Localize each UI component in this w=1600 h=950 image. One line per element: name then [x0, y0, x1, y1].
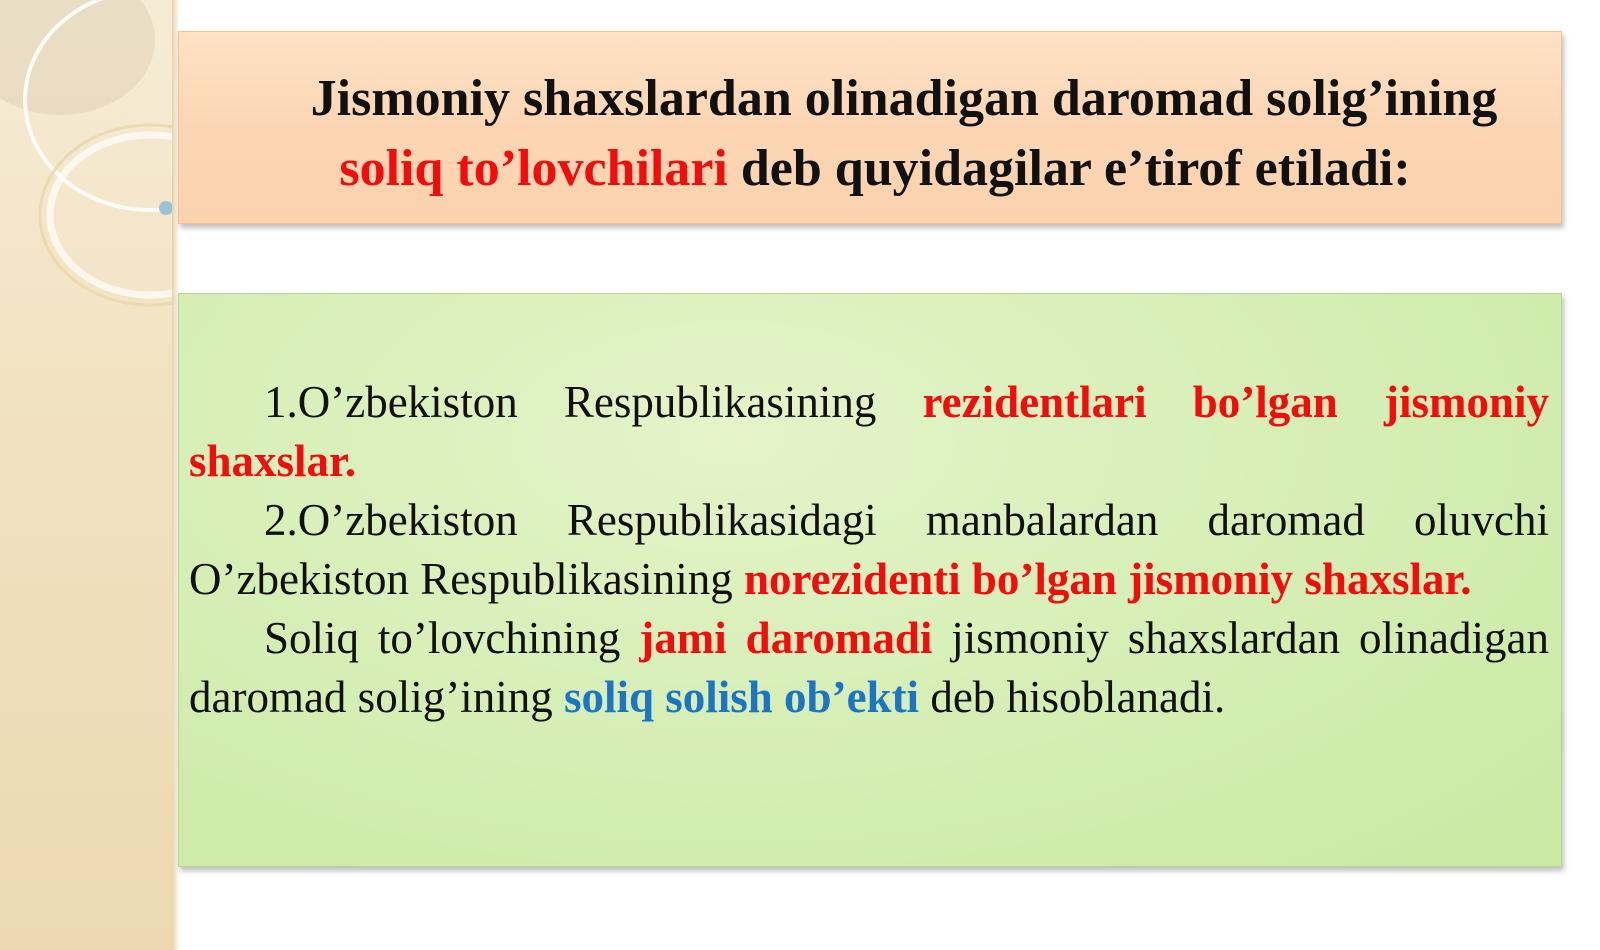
title-line-1: Jismoniy shaxslardan olinadigan daromad solig’ining	[310, 70, 1498, 127]
decorative-sidebar	[0, 0, 176, 950]
decorative-ring-shadow	[40, 125, 176, 305]
item-2-highlight: norezidenti bo’lgan jismoniy shaxslar.	[743, 554, 1472, 604]
list-item-1	[189, 373, 1549, 491]
title-highlight: soliq to’lovchilari	[339, 140, 728, 197]
paragraph-3	[189, 609, 1549, 727]
decorative-rings	[0, 0, 176, 950]
decorative-dot	[159, 201, 173, 215]
title-line-2	[179, 134, 1561, 204]
item-2-text: 2.O’zbekiston Respublikasidagi manbalardan daromad oluvchi O’zbekiston Respublikasining	[189, 495, 1549, 604]
paragraph-3-suffix: deb hisoblanadi.	[919, 672, 1226, 722]
paragraph-3-blue-highlight: soliq solish ob’ekti	[563, 672, 920, 722]
title-box	[178, 31, 1562, 224]
content-box	[178, 293, 1562, 867]
title-line-2-rest: deb quyidagilar e’tirof etiladi:	[727, 140, 1411, 197]
slide-title	[179, 64, 1561, 204]
list-item-2	[189, 491, 1549, 609]
paragraph-3-middle: jismoniy shaxslardan olinadigan daromad solig’ining	[189, 613, 1549, 722]
decorative-ring-inner	[50, 135, 176, 295]
paragraph-3-red-highlight: jami daromadi	[639, 613, 933, 663]
content-text	[189, 373, 1549, 727]
paragraph-3-prefix: Soliq to’lovchining	[264, 613, 640, 663]
item-1-highlight: rezidentlari bo’lgan jismoniy shaxslar.	[189, 377, 1549, 486]
item-1-text: 1.O’zbekiston Respublikasining	[264, 377, 923, 427]
